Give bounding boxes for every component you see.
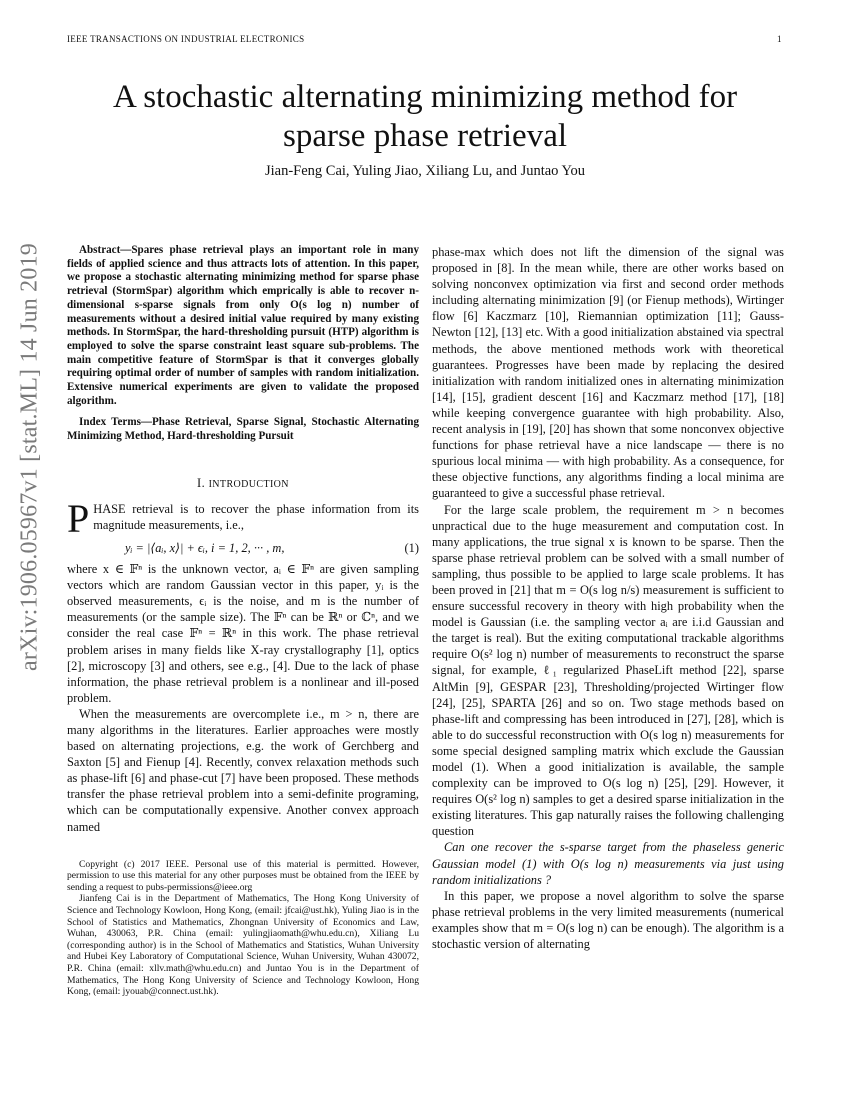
right-paragraph-3: In this paper, we propose a novel algorithm to solve the sparse phase retrieval problems in the very limited measurements (numerical examples show that m = O(s log n) can be enough). The algorithm is a stochastic version of alternating — [432, 888, 784, 952]
left-column — [67, 244, 419, 998]
arxiv-stamp — [10, 243, 50, 671]
equation-1 — [67, 540, 419, 556]
title-line-2: sparse phase retrieval — [282, 118, 568, 154]
footnote-copyright: Copyright (c) 2017 IEEE. Personal use of this material is permitted. However, permission to use this material for any other purposes must be obtained from the IEEE by sending a request to pubs-permissions@ieee.org — [67, 858, 419, 893]
right-paragraph-1: phase-max which does not lift the dimension of the signal was proposed in [8]. In the mean while, there are other works based on solving nonconvex optimization via first and second order methods including alternating minimization [9] (or Fienup methods), Wirtinger flow [6] Kaczmarz [10], Riemannian optimization [11]; Gauss-Newton [12], [13] etc. With a good initialization abstained via spectral methods, the above mentioned methods work with theoretical guarantees. Progresses have been made by replacing the desired initialization with random initialized ones in alternating minimization [14], [15], gradient descent [16] and Kaczmarz method [17], [18] while keeping convergence guarantee with high probability. Also, recent analysis in [19], [20] has shown that some nonconvex objective functions for phase retrieval have a nice landscape — there is no spurious local minima — with high probability. As a consequence, for these objective functions, any algorithms finding a local minima are guaranteed to give a successful phase retrieval. — [432, 245, 784, 501]
intro-paragraph-1 — [67, 501, 419, 534]
research-question — [432, 839, 784, 887]
intro-paragraph-3: When the measurements are overcomplete i.e., m > n, there are many algorithms in the literatures. Earlier approaches were mostly based on alternating projections, e.g. the work of Gerchberg and Saxton [5] and Fienup [4]. Recently, convex relaxation methods such as phase-lift [6] and phase-cut [7] have been proposed. These methods transfer the phase retrieval problem into a semi-definite programing, which can be computationally expensive. Another convex approach named — [67, 706, 419, 834]
section-heading — [67, 475, 419, 493]
equation-body: yᵢ = |⟨aᵢ, x⟩| + ϵᵢ, i = 1, 2, ··· , m, — [125, 540, 285, 555]
abstract: Abstract—Spares phase retrieval plays an important role in many fields of applied science and thus attracts lots of attention. In this paper, we propose a stochastic alternating minimizing method for sparse phase retrieval (StormSpar) algorithm which emprically is able to recover n-dimensional s-sparse signals from only O(s log n) number of measurements without a desired initial value required by many existing methods. In StormSpar, the hard-thresholding pursuit (HTP) algorithm is employed to solve the sparse constraint least square sub-problems. The main competitive feature of StormSpar is that it converges globally requiring optimal order of number of samples with random initialization. Extensive numerical experiments are given to validate the proposed algorithm. — [67, 244, 419, 407]
author-list: Jian-Feng Cai, Yuling Jiao, Xiliang Lu, and Juntao You — [264, 163, 586, 179]
running-head: IEEE TRANSACTIONS ON INDUSTRIAL ELECTRONICS — [67, 34, 305, 44]
intro-paragraph-2: where x ∈ 𝔽ⁿ is the unknown vector, aᵢ ∈ 𝔽ⁿ are given sampling vectors which are random Gaussian vector in this paper, yᵢ is the observed measurements, ϵᵢ is the noise, and m is the number of measurements (or the sample size). The 𝔽ⁿ can be ℝⁿ or ℂⁿ, and we consider the real case 𝔽ⁿ = ℝⁿ in this work. The phase retrieval problem arises in many fields like X-ray crystallography [1], optics [2], microscopy [3] and others, see e.g., [4]. Due to the lack of phase information, the phase retrieval problem is a nonlinear and ill-posed problem. — [67, 562, 419, 705]
section-title: INTRODUCTION — [208, 478, 289, 490]
research-question-text: Can one recover the s-sparse target from the phaseless generic Gaussian model (1) with O(s log n) measurements via just using random initializations ? — [432, 840, 784, 887]
footnote-affiliations: Jianfeng Cai is in the Department of Mathematics, The Hong Kong University of Science and Technology Kowloon, Hong Kong, (email: jfcai@ust.hk), Yuling Jiao is in the School of Statistics and Mathematics, Zhongnan University of Economics and Law, Wuhan, 430063, P.R. China (email: yulingjiaomath@whu.edu.cn), Xiliang Lu (corresponding author) is in the School of Mathematics and Statistics, Wuhan University and Hubei Key Laboratory of Computational Science, Wuhan University, Wuhan 430072, P.R. China (email: xllv.math@whu.edu.cn) and Juntao You is in the Department of Mathematics, The Hong Kong University of Science and Technology Kowloon, Hong Kong, (email: jyouab@connect.ust.hk). — [67, 893, 419, 998]
page-number: 1 — [777, 34, 782, 44]
arxiv-stamp-text: arXiv:1906.05967v1 [stat.ML] 14 Jun 2019 — [16, 243, 43, 671]
right-column — [432, 244, 784, 952]
right-paragraph-2: For the large scale problem, the requirement m > n becomes unpractical due to the huge measurement and computation cost. In many applications, the true signal x is known to be sparse. Then the sparse phase retrieval problem can be solved with a small number of sampling, thus possible to be applied to large scale problems. It has been proved in [21] that m = O(s log n/s) measurement is sufficient to ensure successful recovery in theory with high probability when the model is Gaussian (i.e. the sampling vector aᵢ are i.i.d Gaussian and the target is real). But the exiting computational trackable algorithms require O(s² log n) number of measurements to reconstruct the sparse signal, for example, ℓ₁ regularized PhaseLift method [22], sparse AltMin [9], GESPAR [23], Thresholding/projected Wirtinger flow [24], [25], SPARTA [26] and so on. Two stage methods based on phase-lift and compressing has been introduced in [27], [28], which is able to do successful reconstruction with O(s log n) measurements for some special designed sampling matrix which exclude the Gaussian model (1). When a good initialization is available, the sample complexity can be improved to O(s log n) [25], [29]. However, it requires O(s² log n) samples to get a desired sparse initialization in the existing literatures. This gap naturally raises the following challenging question — [432, 502, 784, 839]
paper-title — [60, 78, 790, 156]
equation-number: (1) — [404, 540, 419, 555]
index-terms: Index Terms—Phase Retrieval, Sparse Signal, Stochastic Alternating Minimizing Method, Hard-thresholding Pursuit — [67, 416, 419, 443]
drop-cap: P — [67, 500, 90, 534]
intro-paragraph-1-text: HASE retrieval is to recover the phase information from its magnitude measurements, i.e., — [93, 501, 419, 533]
section-number: I. — [197, 475, 206, 490]
title-line-1: A stochastic alternating minimizing method for — [112, 79, 738, 115]
